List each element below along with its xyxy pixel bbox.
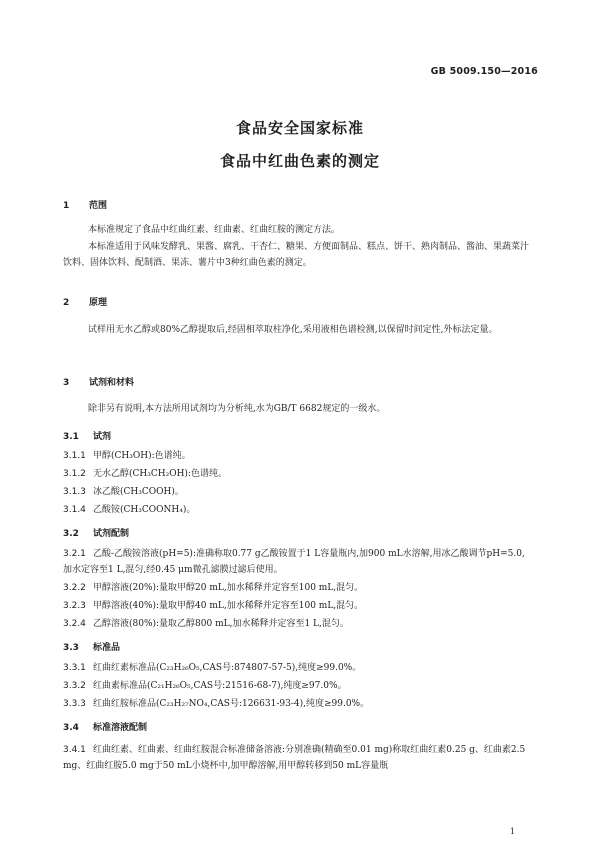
item-number: 3.1.4 <box>63 505 86 515</box>
item-text: 乙酸铵(CH₃COONH₄)。 <box>93 505 196 515</box>
subsection-title: 标准溶液配制 <box>93 723 148 733</box>
item-text: 甲醇溶液(20%):量取甲醇20 mL,加水稀释并定容至100 mL,混匀。 <box>93 583 364 593</box>
standard-number: GB 5009.150—2016 <box>430 66 538 77</box>
item-number: 3.3.3 <box>63 699 86 709</box>
subsection-heading <box>63 640 120 653</box>
subsection-title: 试剂配制 <box>93 529 130 539</box>
section-2-heading <box>63 295 107 308</box>
list-item <box>63 696 369 712</box>
subsection-number: 3.1 <box>63 432 79 442</box>
section-number: 3 <box>63 378 70 388</box>
item-number: 3.2.2 <box>63 583 86 593</box>
subsection-heading <box>63 429 111 442</box>
list-item <box>63 502 195 518</box>
subsection-number: 3.3 <box>63 643 79 653</box>
item-text: 无水乙醇(CH₃CH₂OH):色谱纯。 <box>93 469 227 479</box>
section-1-heading <box>63 198 107 211</box>
item-number: 3.2.3 <box>63 601 86 611</box>
section-3-heading <box>63 375 134 388</box>
section-number: 1 <box>63 201 70 211</box>
document-title: 食品安全国家标准 <box>235 119 364 137</box>
item-text: 甲醇(CH₃OH):色谱纯。 <box>93 451 191 461</box>
list-item <box>63 660 361 676</box>
list-item <box>63 466 227 482</box>
item-text: 红曲红素、红曲素、红曲红胺混合标准储备溶液:分别准确(精确至0.01 mg)称取红曲红素0.25 g、红曲素2.5 mg、红曲红胺5.0 mg于50 mL小烧杯中,加甲醇溶解,用甲醇转移到50 mL容量瓶 <box>63 745 526 771</box>
paragraph: 本标准规定了食品中红曲红素、红曲素、红曲红胺的测定方法。 <box>88 225 341 235</box>
section-title: 原理 <box>89 298 108 308</box>
item-text: 红曲红素标准品(C₂₃H₂₆O₅,CAS号:874807-57-5),纯度≥99.0%。 <box>93 663 362 673</box>
item-text: 红曲素标准品(C₂₁H₂₆O₅,CAS号:21516-68-7),纯度≥97.0%。 <box>93 681 347 691</box>
page-number: 1 <box>509 827 515 836</box>
item-number: 3.2.4 <box>63 619 86 629</box>
document-subtitle: 食品中红曲色素的测定 <box>219 152 380 170</box>
subsection-number: 3.4 <box>63 723 79 733</box>
section-title: 试剂和材料 <box>89 378 135 388</box>
paragraph: 本标准适用于风味发酵乳、果酱、腐乳、干杏仁、糖果、方便面制品、糕点、饼干、熟肉制品、酱油、果蔬菜汁饮料、固体饮料、配制酒、果冻、薯片中3种红曲色素的测定。 <box>63 242 530 268</box>
item-number: 3.4.1 <box>63 745 86 755</box>
item-text: 冰乙酸(CH₃COOH)。 <box>93 487 184 497</box>
list-item <box>63 616 349 632</box>
item-text: 甲醇溶液(40%):量取甲醇40 mL,加水稀释并定容至100 mL,混匀。 <box>93 601 364 611</box>
item-number: 3.3.2 <box>63 681 86 691</box>
paragraph: 除非另有说明,本方法所用试剂均为分析纯,水为GB/T 6682规定的一级水。 <box>88 404 386 414</box>
item-number: 3.1.1 <box>63 451 86 461</box>
list-item <box>63 546 533 578</box>
item-text: 红曲红胺标准品(C₂₃H₂₇NO₄,CAS号:126631-93-4),纯度≥99.0%。 <box>93 699 370 709</box>
subsection-number: 3.2 <box>63 529 79 539</box>
subsection-heading <box>63 526 129 539</box>
list-item <box>63 598 363 614</box>
item-text: 乙醇溶液(80%):量取乙醇800 mL,加水稀释并定容至1 L,混匀。 <box>93 619 349 629</box>
list-item <box>63 678 347 694</box>
subsection-heading <box>63 720 147 733</box>
subsection-title: 标准品 <box>93 643 121 653</box>
item-number: 3.3.1 <box>63 663 86 673</box>
item-number: 3.1.3 <box>63 487 86 497</box>
list-item <box>63 742 533 774</box>
list-item <box>63 448 191 464</box>
subsection-title: 试剂 <box>93 432 112 442</box>
list-item <box>63 484 184 500</box>
item-number: 3.1.2 <box>63 469 86 479</box>
section-title: 范围 <box>89 201 108 211</box>
list-item <box>63 580 363 596</box>
item-number: 3.2.1 <box>63 549 86 559</box>
item-text: 乙酸-乙酸铵溶液(pH=5):准确称取0.77 g乙酸铵置于1 L容量瓶内,加900 mL水溶解,用冰乙酸调节pH=5.0,加水定容至1 L,混匀,经0.45 μm微孔滤膜过滤后使用。 <box>63 549 525 575</box>
paragraph: 试样用无水乙醇或80%乙醇提取后,经固相萃取柱净化,采用液相色谱检测,以保留时间定性,外标法定量。 <box>88 325 498 335</box>
section-number: 2 <box>63 298 70 308</box>
